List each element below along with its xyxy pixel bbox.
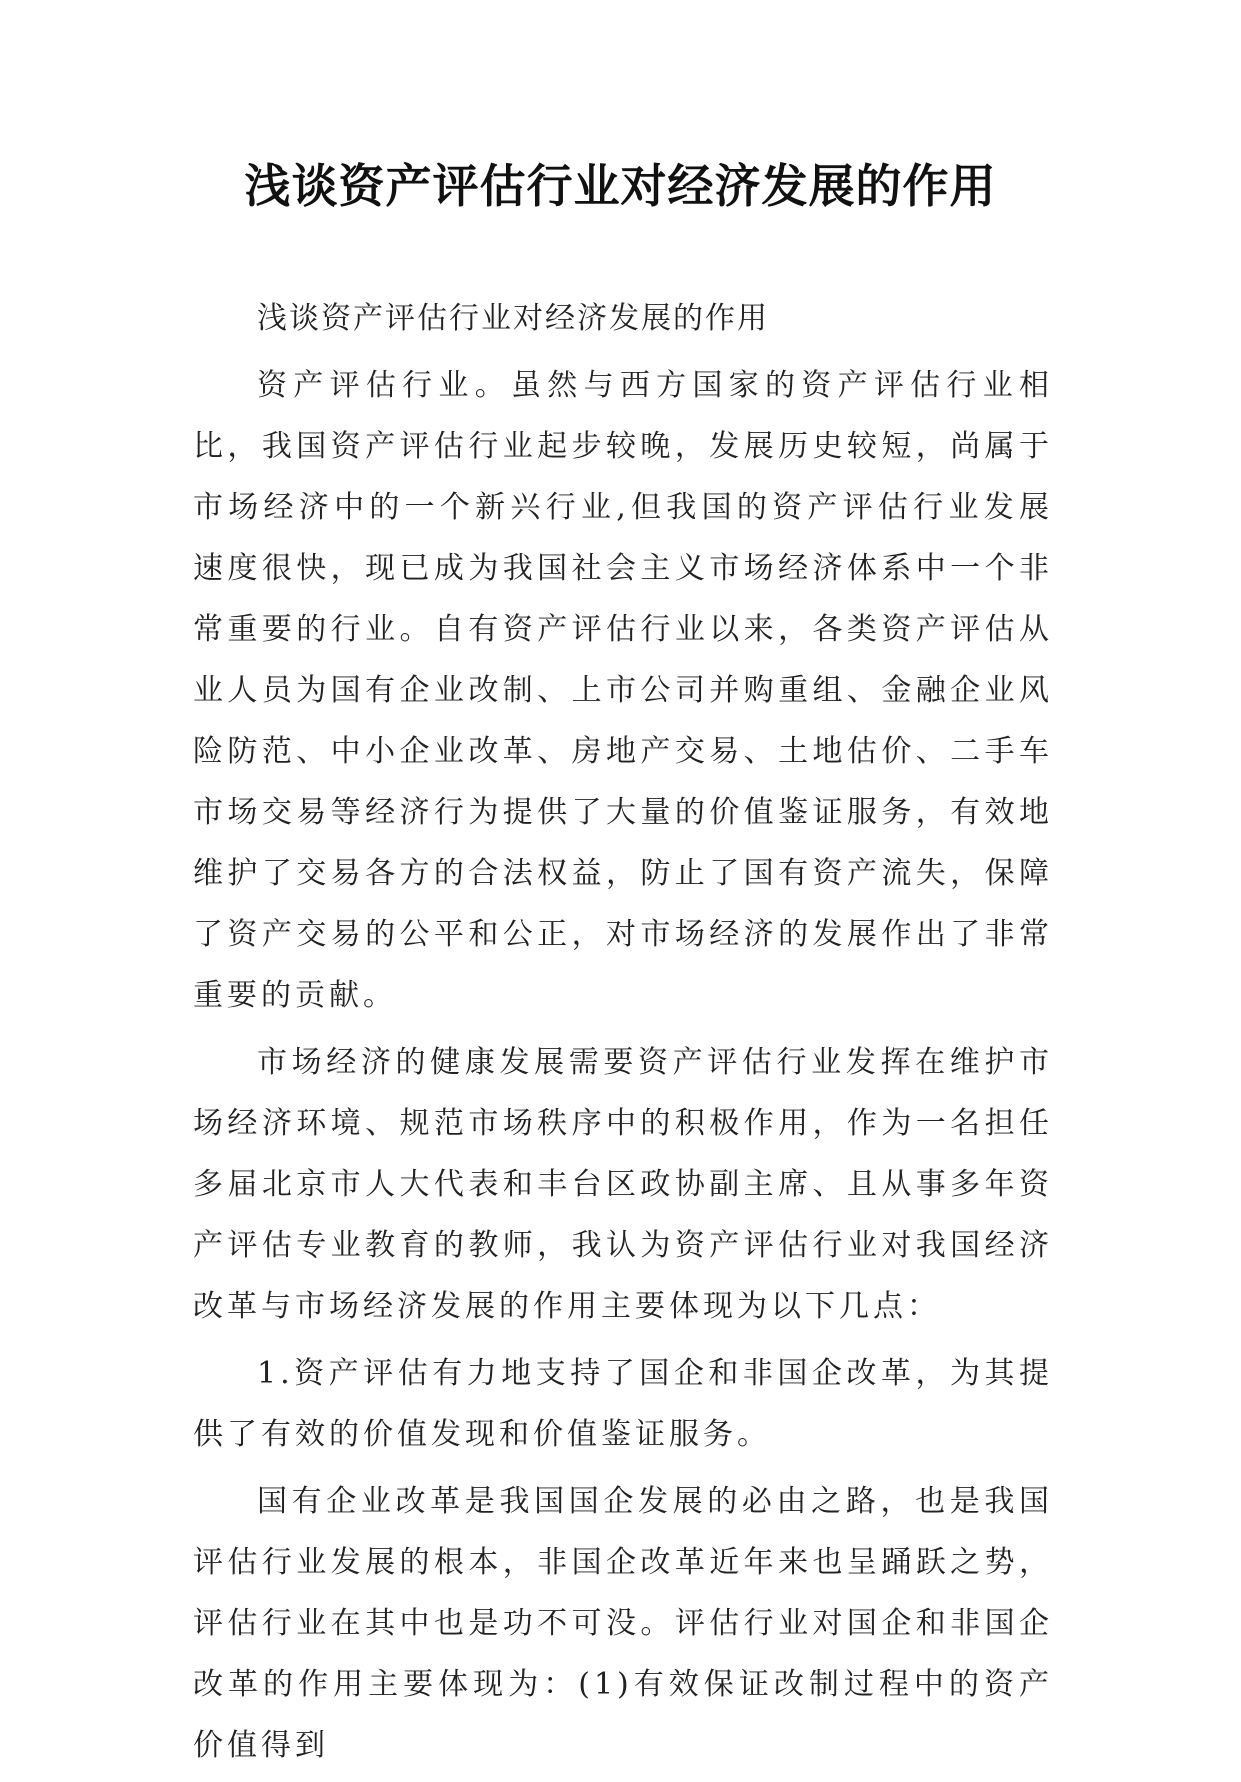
document-title: 浅谈资产评估行业对经济发展的作用 <box>244 159 997 213</box>
document-body <box>193 288 1053 1782</box>
paragraph: 市场经济的健康发展需要资产评估行业发挥在维护市场经济环境、规范市场秩序中的积极作用，作为一名担任多届北京市人大代表和丰台区政协副主席、且从事多年资产评估专业教育的教师，我认为资产评估行业对我国经济改革与市场经济发展的作用主要体现为以下几点： <box>193 1045 1053 1324</box>
paragraph: 国有企业改革是我国国企发展的必由之路，也是我国评估行业发展的根本，非国企改革近年来也呈踊跃之势，评估行业在其中也是功不可没。评估行业对国企和非国企改革的作用主要体现为：(1)有效保证改制过程中的资产价值得到 <box>193 1484 1053 1763</box>
paragraph-subtitle: 浅谈资产评估行业对经济发展的作用 <box>257 301 769 336</box>
paragraph: 1.资产评估有力地支持了国企和非国企改革，为其提供了有效的价值发现和价值鉴证服务。 <box>193 1356 1053 1452</box>
paragraph: 资产评估行业。虽然与西方国家的资产评估行业相比，我国资产评估行业起步较晚，发展历史较短，尚属于市场经济中的一个新兴行业,但我国的资产评估行业发展速度很快，现已成为我国社会主义市场经济体系中一个非常重要的行业。自有资产评估行业以来，各类资产评估从业人员为国有企业改制、上市公司并购重组、金融企业风险防范、中小企业改革、房地产交易、土地估价、二手车市场交易等经济行为提供了大量的价值鉴证服务，有效地维护了交易各方的合法权益，防止了国有资产流失，保障了资产交易的公平和公正，对市场经济的发展作出了非常重要的贡献。 <box>193 368 1053 1013</box>
